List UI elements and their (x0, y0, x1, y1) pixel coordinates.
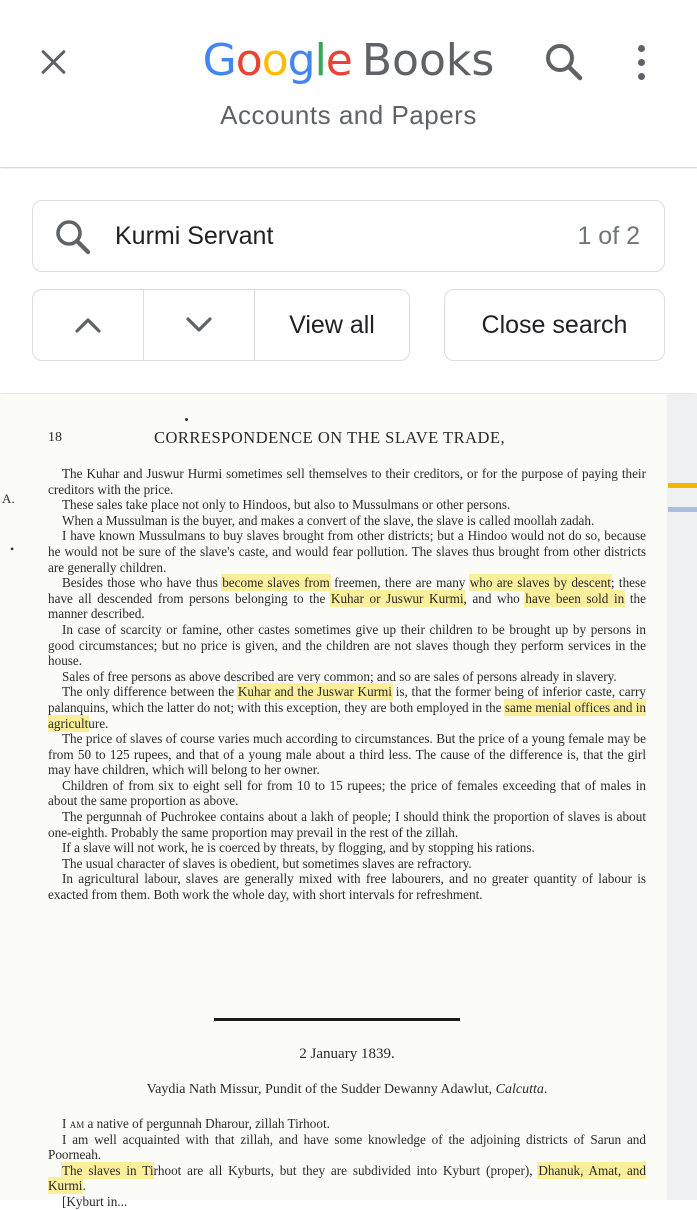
search-highlight: The slaves in Ti (62, 1162, 154, 1178)
close-search-button[interactable]: Close search (444, 289, 665, 361)
search-hit-marker[interactable] (668, 507, 697, 512)
paragraph: Sales of free persons as above described are very common; and so are sales of persons already in slavery. (62, 668, 617, 684)
witness-line: Vaydia Nath Missur, Pundit of the Sudder Dewanny Adawlut, Calcutta. (146, 1082, 548, 1097)
search-panel (0, 169, 697, 393)
paragraph: Besides those who have thus become slaves from freemen, there are many who are slaves by descent; these have all descended from persons belonging to the Kuhar or Juswur Kurmi, and who have been sold in the manner described. (48, 575, 646, 622)
result-navigation (32, 289, 410, 361)
book-page-viewer[interactable] (0, 394, 697, 1209)
paragraph: I have known Mussulmans to buy slaves brought from other districts; but a Hindoo would not do so, because he would not be sure of the slave's caste, and would fear pollution. The slaves thus brought from other districts are generally children. (48, 528, 646, 575)
paragraph: The only difference between the Kuhar and the Juswar Kurmi is, that the former being of inferior caste, carry palanquins, which the latter do not; with this exception, they are both employed in the same menial offices and in agriculture. (48, 684, 647, 731)
section-divider (214, 1018, 460, 1021)
previous-result-button[interactable] (33, 290, 144, 360)
search-icon[interactable] (540, 38, 588, 86)
section-date: 2 January 1839. (299, 1046, 395, 1062)
book-title: Accounts and Papers (220, 100, 477, 130)
search-highlight: have been sold in (525, 590, 625, 606)
paragraph-cut-off: [Kyburt in... (62, 1193, 128, 1209)
paragraph: The usual character of slaves is obedient, but sometimes slaves are refractory. (62, 855, 472, 871)
search-highlight: become slaves from (222, 575, 330, 591)
logo-books-word: Books (361, 35, 495, 86)
paragraph: The slaves in Tirhoot are all Kyburts, but they are subdivided into Kyburt (proper), Dhanuk, Amat, and Kurmi. (48, 1162, 646, 1194)
search-query: Kurmi Servant (115, 222, 274, 250)
testimony-body (48, 1116, 646, 1210)
paragraph: When a Mussulman is the buyer, and makes a convert of the slave, the slave is called moollah zadah. (62, 512, 595, 528)
page-body (48, 466, 646, 903)
page-gutter (667, 394, 697, 1200)
paragraph: The price of slaves of course varies much according to circumstances. But the price of a young female may be from 50 to 125 rupees, and that of a young male about a third less. The cause of the difference is, that the girl may have children, which will belong to her owner. (48, 731, 646, 778)
chevron-down-icon (185, 316, 213, 334)
google-books-logo: Google Books (202, 35, 495, 86)
print-dot (185, 418, 188, 421)
paragraph: In agricultural labour, slaves are generally mixed with free labourers, and no greater quantity of labour is exacted from them. Both work the whole day, with short intervals for refreshment. (48, 871, 646, 903)
app-bar (0, 0, 697, 168)
page-number: 18 (48, 430, 62, 445)
search-input[interactable] (32, 200, 665, 272)
search-highlight: Kuhar and the Juswar Kurmi (237, 684, 392, 700)
paragraph: The Kuhar and Juswur Hurmi sometimes sell themselves to their creditors, or for the purpose of paying their creditors with the price. (48, 466, 646, 497)
margin-mark: A. (2, 491, 15, 506)
paragraph: I am a native of pergunnah Dharour, zillah Tirhoot. (62, 1116, 330, 1131)
search-highlight: same menial offices and in agricult (48, 699, 646, 731)
search-highlight: who are slaves by descent (469, 575, 611, 591)
search-highlight: Kuhar or Juswur Kurmi (330, 590, 464, 606)
margin-mark: • (10, 542, 15, 556)
paragraph: The pergunnah of Puchrokee contains about a lakh of people; I should think the proportion of slaves is about one-eighth. Probably the same proportion may prevail in the rest of the zillah. (48, 809, 646, 840)
next-result-button[interactable] (144, 290, 255, 360)
result-counter: 1 of 2 (577, 222, 640, 250)
paragraph: If a slave will not work, he is coerced by threats, by flogging, and by stopping his rations. (62, 840, 535, 856)
paragraph: These sales take place not only to Hindoos, but also to Mussulmans or other persons. (62, 497, 511, 513)
search-icon (51, 215, 95, 259)
view-all-button[interactable]: View all (289, 310, 375, 339)
paragraph: Children of from six to eight sell for from 10 to 15 rupees; the price of females exceeding that of males in about the same proportion as above. (48, 777, 646, 809)
more-vert-icon[interactable] (624, 38, 660, 86)
chevron-up-icon (74, 316, 102, 334)
search-highlight: Dhanuk, Amat, and Kurmi (48, 1162, 646, 1194)
paragraph: I am well acquainted with that zillah, and have some knowledge of the adjoining districts of Sarun and Poorneah. (48, 1131, 646, 1163)
search-hit-marker-active[interactable] (668, 483, 697, 488)
paragraph: In case of scarcity or famine, other castes sometimes give up their children to be brought up by persons in good circumstances; but no price is given, and the children are not slaves though they perform services in the house. (48, 621, 646, 669)
running-head: CORRESPONDENCE ON THE SLAVE TRADE, (154, 428, 506, 447)
